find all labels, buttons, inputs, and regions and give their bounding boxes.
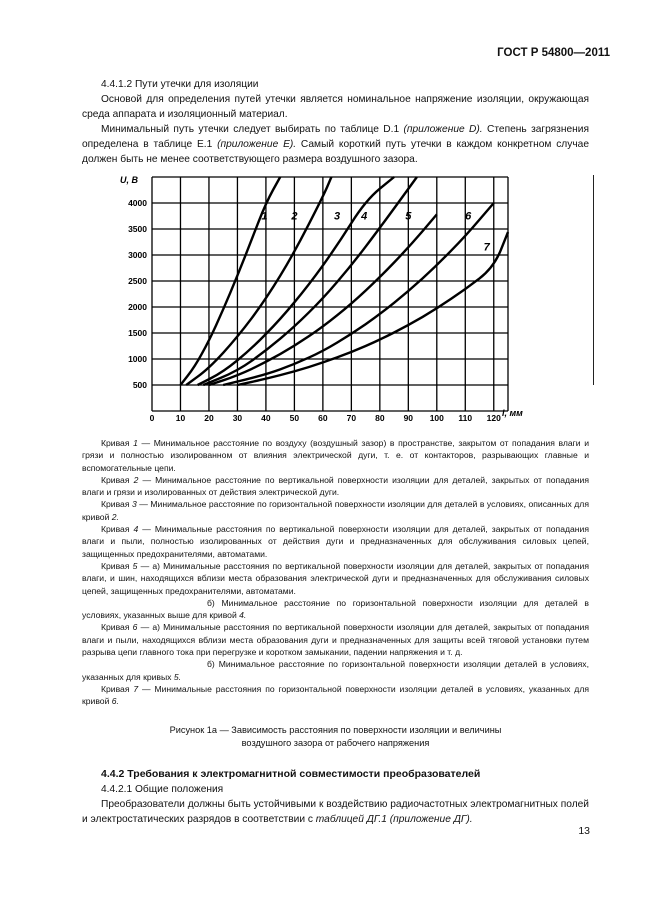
curve-2-description: Кривая 2 — Минимальное расстояние по вертикальной поверхности изоляции для деталей, закрытых от попадания влаги и грязи и изолированных от действия электрической дуги. <box>82 474 589 498</box>
y-tick-label: 500 <box>132 380 147 390</box>
creepage-chart <box>110 170 560 425</box>
curve-label-4: 4 <box>361 210 368 223</box>
curve-label-2: 2 <box>291 210 298 223</box>
standard-designation: ГОСТ Р 54800—2011 <box>497 47 610 59</box>
y-tick-label: 4000 <box>128 198 147 208</box>
x-tick-label: 20 <box>204 413 214 423</box>
paragraph-basis: Основой для определения путей утечки является номинальное напряжение изоляции, окружающая среда аппарата и изоляционный материал. <box>82 94 589 120</box>
curve-label-1: 1 <box>261 210 268 223</box>
y-tick-label: 1000 <box>128 354 147 364</box>
x-tick-label: 100 <box>429 413 444 423</box>
x-tick-label: 0 <box>149 413 155 423</box>
paragraph-min-creepage: Минимальный путь утечки следует выбирать по таблице D.1 (приложение D). Степень загрязнения определена в таблице Е.1 (приложение Е). Самый короткий путь утечки в каждом конкретном случае должен быть не менее соответствующего размера воздушного зазора. <box>82 124 589 165</box>
curve-label-3: 3 <box>334 210 341 223</box>
x-tick-label: 80 <box>375 413 385 423</box>
y-tick-label: 2500 <box>128 276 147 286</box>
curve-4-description: Кривая 4 — Минимальные расстояния по вертикальной поверхности изоляции для деталей, закрытых от попадания влаги и пыли, полностью изолированных от действия дуги и предназначенных для обслуживания силовых цепей, защищенных предохранителями, автоматами. <box>82 524 589 559</box>
curve-descriptions <box>82 437 589 708</box>
x-tick-label: 30 <box>232 413 243 423</box>
x-tick-label: 10 <box>175 413 186 423</box>
curve-label-7: 7 <box>483 241 490 254</box>
x-axis-label: l, мм <box>502 408 523 418</box>
curve-6a-description: Кривая 6 — а) Минимальные расстояния по вертикальной поверхности изоляции для деталей, закрытых от попадания влаги и пыли, находящихся вблизи места образования дуги и предназначенных для защиты всей тяговой установки путем разрыва цепи главного тока при перегрузке и коротком замыкании, падении напряжения и т. д. <box>82 622 589 658</box>
curve-3-description: Кривая 3 — Минимальное расстояние по горизонтальной поверхности изоляции для деталей в условиях, описанных для кривой 2. <box>82 499 589 522</box>
y-tick-label: 3000 <box>128 250 147 260</box>
margin-change-bar <box>593 175 594 385</box>
section-4-4-2 <box>82 767 589 827</box>
curve-1-description: Кривая 1 — Минимальное расстояние по воздуху (воздушный зазор) в пространстве, закрытом от попадания влаги и грязи и полностью изолированном от влияния электрической дуги, т. е. от контакторов, разрывающих главные и вспомогательные цепи. <box>82 438 589 473</box>
section-4-4-1-2 <box>82 77 589 167</box>
curve-6b-description: б) Минимальное расстояние по горизонтальной поверхности изоляции деталей в условиях, указанных для кривых 5. <box>82 659 589 682</box>
curve-label-5: 5 <box>405 210 412 223</box>
x-tick-label: 90 <box>403 413 414 423</box>
x-tick-label: 60 <box>318 413 328 423</box>
curve-5a-description: Кривая 5 — а) Минимальные расстояния по вертикальной поверхности изоляции для деталей, закрытых от попадания влаги, и шин, находящихся вблизи места образования электрической дуги и предназначенных для обслуживания силовых цепей, защищенных предохранителями, автоматами. <box>82 560 589 596</box>
figure-caption-line-1: Рисунок 1а — Зависимость расстояния по поверхности изоляции и величины <box>169 725 502 735</box>
section-heading-emc: 4.4.2 Требования к электромагнитной совместимости преобразователей <box>101 768 481 780</box>
curve-7-description: Кривая 7 — Минимальные расстояния по горизонтальной поверхности изоляции деталей в условиях, указанных для кривой 6. <box>82 683 589 707</box>
x-tick-label: 40 <box>261 413 271 423</box>
x-tick-label: 70 <box>346 413 357 423</box>
page-number: 13 <box>578 825 590 837</box>
y-tick-label: 3500 <box>128 224 147 234</box>
y-tick-label: 2000 <box>128 302 147 312</box>
curve-5b-description: б) Минимальное расстояние по горизонтальной поверхности изоляции для деталей в условиях, указанных выше для кривой 4. <box>82 597 589 621</box>
x-tick-label: 50 <box>289 413 300 423</box>
x-tick-label: 120 <box>486 413 501 423</box>
x-tick-label: 110 <box>458 413 473 423</box>
figure-caption-line-2: воздушного зазора от рабочего напряжения <box>241 738 430 748</box>
paragraph-emc: Преобразователи должны быть устойчивыми к воздействию радиочастотных электромагнитных полей и электростатических разрядов в соответствии с таблицей ДГ.1 (приложение ДГ). <box>82 799 589 825</box>
curve-6 <box>223 203 494 385</box>
subsection-heading: 4.4.2.1 Общие положения <box>101 784 224 795</box>
figure-caption <box>82 724 589 750</box>
section-heading: 4.4.1.2 Пути утечки для изоляции <box>101 79 259 90</box>
curve-label-6: 6 <box>465 210 472 223</box>
y-axis-label: U, B <box>120 175 138 185</box>
y-tick-label: 1500 <box>128 328 147 338</box>
